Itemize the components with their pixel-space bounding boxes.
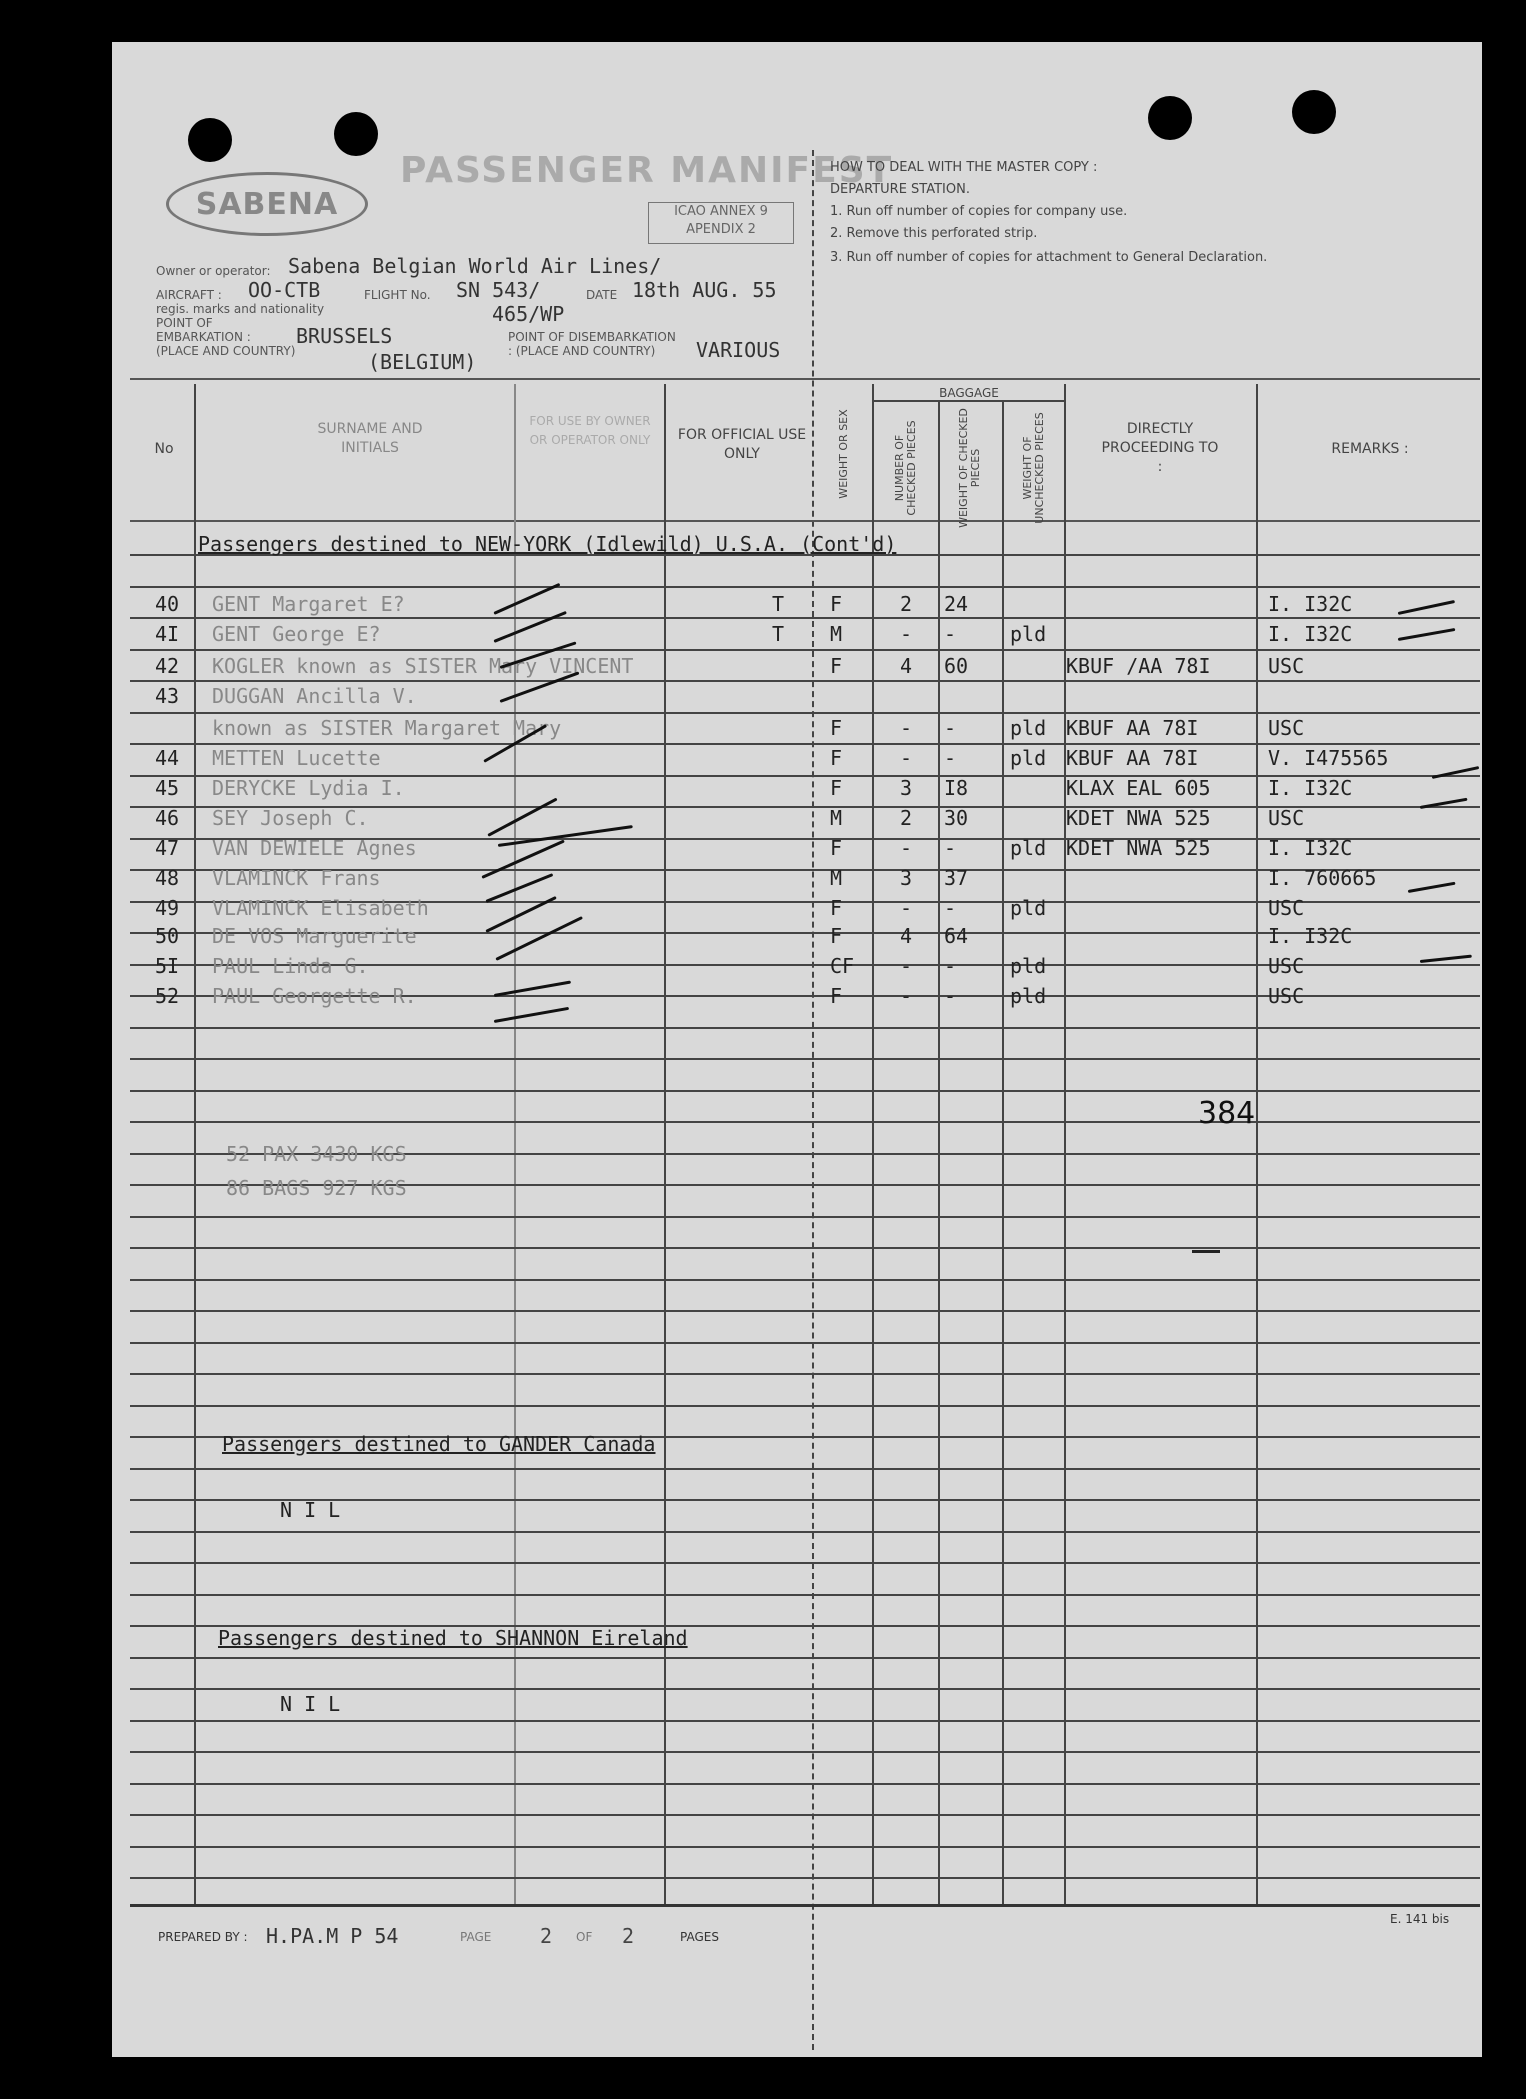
row-line bbox=[130, 1688, 1480, 1690]
row-line bbox=[130, 1531, 1480, 1533]
checked-weight: - bbox=[944, 896, 957, 920]
passenger-name: DUGGAN Ancilla V. bbox=[212, 684, 417, 708]
embark-value: BRUSSELS bbox=[296, 324, 393, 348]
remarks: USC bbox=[1268, 954, 1305, 978]
instructions-title: HOW TO DEAL WITH THE MASTER COPY : bbox=[830, 160, 1098, 175]
checked-weight: - bbox=[944, 746, 957, 770]
manifest-title: PASSENGER MANIFEST bbox=[400, 150, 894, 191]
remarks: USC bbox=[1268, 896, 1305, 920]
row-line bbox=[130, 649, 1480, 651]
weight-or-sex: F bbox=[830, 654, 843, 678]
row-number: 49 bbox=[155, 896, 180, 920]
row-line bbox=[130, 1121, 1480, 1123]
row-number: 48 bbox=[155, 866, 180, 890]
checked-pieces: - bbox=[900, 954, 913, 978]
weight-or-sex: F bbox=[830, 984, 843, 1008]
row-line bbox=[130, 743, 1480, 745]
punch-hole bbox=[334, 112, 378, 156]
row-line bbox=[130, 1373, 1480, 1375]
row-line bbox=[130, 1342, 1480, 1344]
checked-weight: - bbox=[944, 954, 957, 978]
row-number: 42 bbox=[155, 654, 180, 678]
remarks: I. I32C bbox=[1268, 592, 1353, 616]
checked-pieces: 4 bbox=[900, 654, 913, 678]
summary-bags: 86 BAGS 927 KGS bbox=[226, 1176, 407, 1200]
shannon-value: N I L bbox=[280, 1692, 341, 1716]
checked-pieces: - bbox=[900, 746, 913, 770]
destination: KDET NWA 525 bbox=[1066, 806, 1211, 830]
remarks: I. I32C bbox=[1268, 924, 1353, 948]
row-line bbox=[130, 680, 1480, 682]
checked-weight: 37 bbox=[944, 866, 969, 890]
page-label: PAGE bbox=[460, 1930, 492, 1944]
dash-mark bbox=[1192, 1250, 1220, 1253]
passenger-name: known as SISTER Margaret Mary bbox=[212, 716, 562, 740]
flight-extra: 465/WP bbox=[492, 302, 565, 326]
col-header-baggage: BAGGAGE bbox=[939, 386, 999, 400]
row-line bbox=[130, 1846, 1480, 1848]
form-code: E. 141 bis bbox=[1390, 1912, 1450, 1926]
col-line bbox=[514, 384, 516, 1904]
row-line bbox=[130, 617, 1480, 619]
official-mark: T bbox=[772, 592, 785, 616]
checked-weight: - bbox=[944, 622, 957, 646]
row-line bbox=[130, 1814, 1480, 1816]
row-line bbox=[130, 1027, 1480, 1029]
date-label: DATE bbox=[586, 288, 618, 302]
col-header-checked-wt: WEIGHT OF CHECKED PIECES bbox=[957, 408, 982, 528]
row-number: 47 bbox=[155, 836, 180, 860]
regis-label: regis. marks and nationality bbox=[156, 302, 325, 316]
row-line bbox=[130, 1594, 1480, 1596]
col-header-no: No bbox=[154, 441, 174, 457]
aircraft-label: AIRCRAFT : bbox=[156, 288, 222, 302]
embark-country: (BELGIUM) bbox=[368, 350, 477, 374]
passenger-name: KOGLER known as SISTER Mary VINCENT bbox=[212, 654, 634, 678]
row-line bbox=[130, 1310, 1480, 1312]
icao-line-1: ICAO ANNEX 9 bbox=[674, 204, 768, 219]
destination: KBUF AA 78I bbox=[1066, 746, 1199, 770]
weight-or-sex: F bbox=[830, 896, 843, 920]
col-line bbox=[938, 400, 940, 1904]
passenger-name: DERYCKE Lydia I. bbox=[212, 776, 405, 800]
icao-annex-box bbox=[648, 202, 794, 244]
checked-weight: - bbox=[944, 716, 957, 740]
passenger-name: PAUL Linda G. bbox=[212, 954, 369, 978]
row-line bbox=[130, 712, 1480, 714]
row-number: 4I bbox=[155, 622, 180, 646]
weight-or-sex: F bbox=[830, 746, 843, 770]
section-title: Passengers destined to NEW-YORK (Idlewild) U.S.A. (Cont'd) bbox=[198, 532, 897, 556]
row-line bbox=[130, 1562, 1480, 1564]
header-top-line bbox=[130, 378, 1480, 380]
unchecked-weight: pld bbox=[1010, 746, 1047, 770]
remarks: USC bbox=[1268, 654, 1305, 678]
unchecked-weight: pld bbox=[1010, 984, 1047, 1008]
col-header-unchecked-wt: WEIGHT OF UNCHECKED PIECES bbox=[1021, 412, 1046, 524]
checked-pieces: - bbox=[900, 622, 913, 646]
prepared-label: PREPARED BY : bbox=[158, 1930, 248, 1944]
disembark-value: VARIOUS bbox=[696, 338, 781, 362]
col-line bbox=[1002, 400, 1004, 1904]
weight-or-sex: F bbox=[830, 716, 843, 740]
checked-pieces: 3 bbox=[900, 866, 913, 890]
flight-value: SN 543/ bbox=[456, 278, 541, 302]
owner-value: Sabena Belgian World Air Lines/ bbox=[288, 254, 662, 278]
embark-label: POINT OF EMBARKATION : (PLACE AND COUNTRY) bbox=[156, 316, 296, 358]
handwritten-total: 384 bbox=[1198, 1096, 1256, 1131]
row-line bbox=[130, 1877, 1480, 1879]
checked-pieces: - bbox=[900, 836, 913, 860]
passenger-name: SEY Joseph C. bbox=[212, 806, 369, 830]
page-value: 2 bbox=[540, 1924, 553, 1948]
checked-pieces: - bbox=[900, 896, 913, 920]
passenger-name: VLAMINCK Elisabeth bbox=[212, 896, 429, 920]
checked-weight: 60 bbox=[944, 654, 969, 678]
shannon-title: Passengers destined to SHANNON Eireland bbox=[218, 1626, 688, 1650]
destination: KBUF /AA 78I bbox=[1066, 654, 1211, 678]
col-line bbox=[1064, 384, 1066, 1904]
col-line bbox=[1256, 384, 1258, 1904]
remarks: USC bbox=[1268, 716, 1305, 740]
checked-weight: 30 bbox=[944, 806, 969, 830]
row-number: 45 bbox=[155, 776, 180, 800]
footer-top-line bbox=[130, 1904, 1480, 1907]
checked-weight: 64 bbox=[944, 924, 969, 948]
row-line bbox=[130, 1783, 1480, 1785]
checked-pieces: 2 bbox=[900, 592, 913, 616]
remarks: I. I32C bbox=[1268, 836, 1353, 860]
row-number: 40 bbox=[155, 592, 180, 616]
summary-pax: 52 PAX 3430 KGS bbox=[226, 1142, 407, 1166]
unchecked-weight: pld bbox=[1010, 954, 1047, 978]
weight-or-sex: F bbox=[830, 836, 843, 860]
checked-pieces: 4 bbox=[900, 924, 913, 948]
icao-line-2: APENDIX 2 bbox=[686, 222, 756, 237]
of-value: 2 bbox=[622, 1924, 635, 1948]
destination: KLAX EAL 605 bbox=[1066, 776, 1211, 800]
checked-pieces: - bbox=[900, 716, 913, 740]
unchecked-weight: pld bbox=[1010, 622, 1047, 646]
checked-pieces: - bbox=[900, 984, 913, 1008]
passenger-name: PAUL Georgette R. bbox=[212, 984, 417, 1008]
unchecked-weight: pld bbox=[1010, 896, 1047, 920]
instructions-station: DEPARTURE STATION. bbox=[830, 182, 970, 197]
weight-or-sex: F bbox=[830, 776, 843, 800]
col-header-surname: SURNAME AND INITIALS bbox=[317, 421, 423, 456]
official-mark: T bbox=[772, 622, 785, 646]
row-line bbox=[130, 586, 1480, 588]
col-line bbox=[194, 384, 196, 1904]
weight-or-sex: F bbox=[830, 592, 843, 616]
weight-or-sex: F bbox=[830, 924, 843, 948]
aircraft-value: OO-CTB bbox=[248, 278, 321, 302]
punch-hole bbox=[188, 118, 232, 162]
destination: KBUF AA 78I bbox=[1066, 716, 1199, 740]
perforation-line bbox=[812, 150, 814, 2050]
gander-title: Passengers destined to GANDER Canada bbox=[222, 1432, 656, 1456]
instruction-1: 1. Run off number of copies for company use. bbox=[830, 204, 1128, 219]
passenger-name: DE VOS Marguerite bbox=[212, 924, 417, 948]
row-line bbox=[130, 1279, 1480, 1281]
row-line bbox=[130, 1090, 1480, 1092]
destination: KDET NWA 525 bbox=[1066, 836, 1211, 860]
passenger-name: VLAMINCK Frans bbox=[212, 866, 381, 890]
row-number: 43 bbox=[155, 684, 180, 708]
weight-or-sex: M bbox=[830, 806, 843, 830]
weight-or-sex: CF bbox=[830, 954, 855, 978]
passenger-name: VAN DEWIELE Agnes bbox=[212, 836, 417, 860]
row-line bbox=[130, 1751, 1480, 1753]
remarks: I. I32C bbox=[1268, 622, 1353, 646]
punch-hole bbox=[1148, 96, 1192, 140]
col-header-owner-use: FOR USE BY OWNER OR OPERATOR ONLY bbox=[529, 414, 651, 447]
passenger-name: GENT Margaret E? bbox=[212, 592, 405, 616]
row-line bbox=[130, 1468, 1480, 1470]
header-bottom-line bbox=[130, 520, 1480, 522]
pages-label: PAGES bbox=[680, 1930, 719, 1944]
punch-hole bbox=[1292, 90, 1336, 134]
col-header-weight-sex: WEIGHT OR SEX bbox=[837, 409, 850, 499]
unchecked-weight: pld bbox=[1010, 836, 1047, 860]
row-line bbox=[130, 1058, 1480, 1060]
col-header-checked-num: NUMBER OF CHECKED PIECES bbox=[893, 420, 918, 516]
row-number: 5I bbox=[155, 954, 180, 978]
unchecked-weight: pld bbox=[1010, 716, 1047, 740]
row-number: 46 bbox=[155, 806, 180, 830]
weight-or-sex: M bbox=[830, 866, 843, 890]
weight-or-sex: M bbox=[830, 622, 843, 646]
col-header-remarks: REMARKS : bbox=[1331, 441, 1409, 457]
checked-pieces: 2 bbox=[900, 806, 913, 830]
row-line bbox=[130, 1720, 1480, 1722]
col-header-directly: DIRECTLY PROCEEDING TO : bbox=[1101, 421, 1219, 475]
col-line bbox=[664, 384, 666, 1904]
passenger-name: GENT George E? bbox=[212, 622, 381, 646]
col-line bbox=[872, 384, 874, 1904]
remarks: V. I475565 bbox=[1268, 746, 1389, 770]
checked-weight: - bbox=[944, 836, 957, 860]
col-header-official: FOR OFFICIAL USE ONLY bbox=[677, 427, 807, 462]
date-value: 18th AUG. 55 bbox=[632, 278, 777, 302]
passenger-name: METTEN Lucette bbox=[212, 746, 381, 770]
checked-weight: 24 bbox=[944, 592, 969, 616]
remarks: I. 760665 bbox=[1268, 866, 1377, 890]
row-number: 44 bbox=[155, 746, 180, 770]
row-line bbox=[130, 1405, 1480, 1407]
remarks: USC bbox=[1268, 806, 1305, 830]
of-label: OF bbox=[576, 1930, 593, 1944]
disembark-label: POINT OF DISEMBARKATION : (PLACE AND COUNTRY) bbox=[508, 330, 676, 358]
instruction-2: 2. Remove this perforated strip. bbox=[830, 226, 1038, 241]
owner-label: Owner or operator: bbox=[156, 264, 271, 278]
row-number: 50 bbox=[155, 924, 180, 948]
row-line bbox=[130, 1216, 1480, 1218]
row-number: 52 bbox=[155, 984, 180, 1008]
prepared-value: H.PA.M P 54 bbox=[266, 1924, 399, 1948]
row-line bbox=[130, 1247, 1480, 1249]
flight-label: FLIGHT No. bbox=[364, 288, 431, 302]
remarks: I. I32C bbox=[1268, 776, 1353, 800]
sabena-logo: SABENA bbox=[166, 172, 368, 236]
checked-weight: - bbox=[944, 984, 957, 1008]
remarks: USC bbox=[1268, 984, 1305, 1008]
row-line bbox=[130, 1657, 1480, 1659]
gander-value: N I L bbox=[280, 1498, 341, 1522]
checked-weight: I8 bbox=[944, 776, 969, 800]
instruction-3: 3. Run off number of copies for attachment to General Declaration. bbox=[830, 250, 1268, 265]
checked-pieces: 3 bbox=[900, 776, 913, 800]
